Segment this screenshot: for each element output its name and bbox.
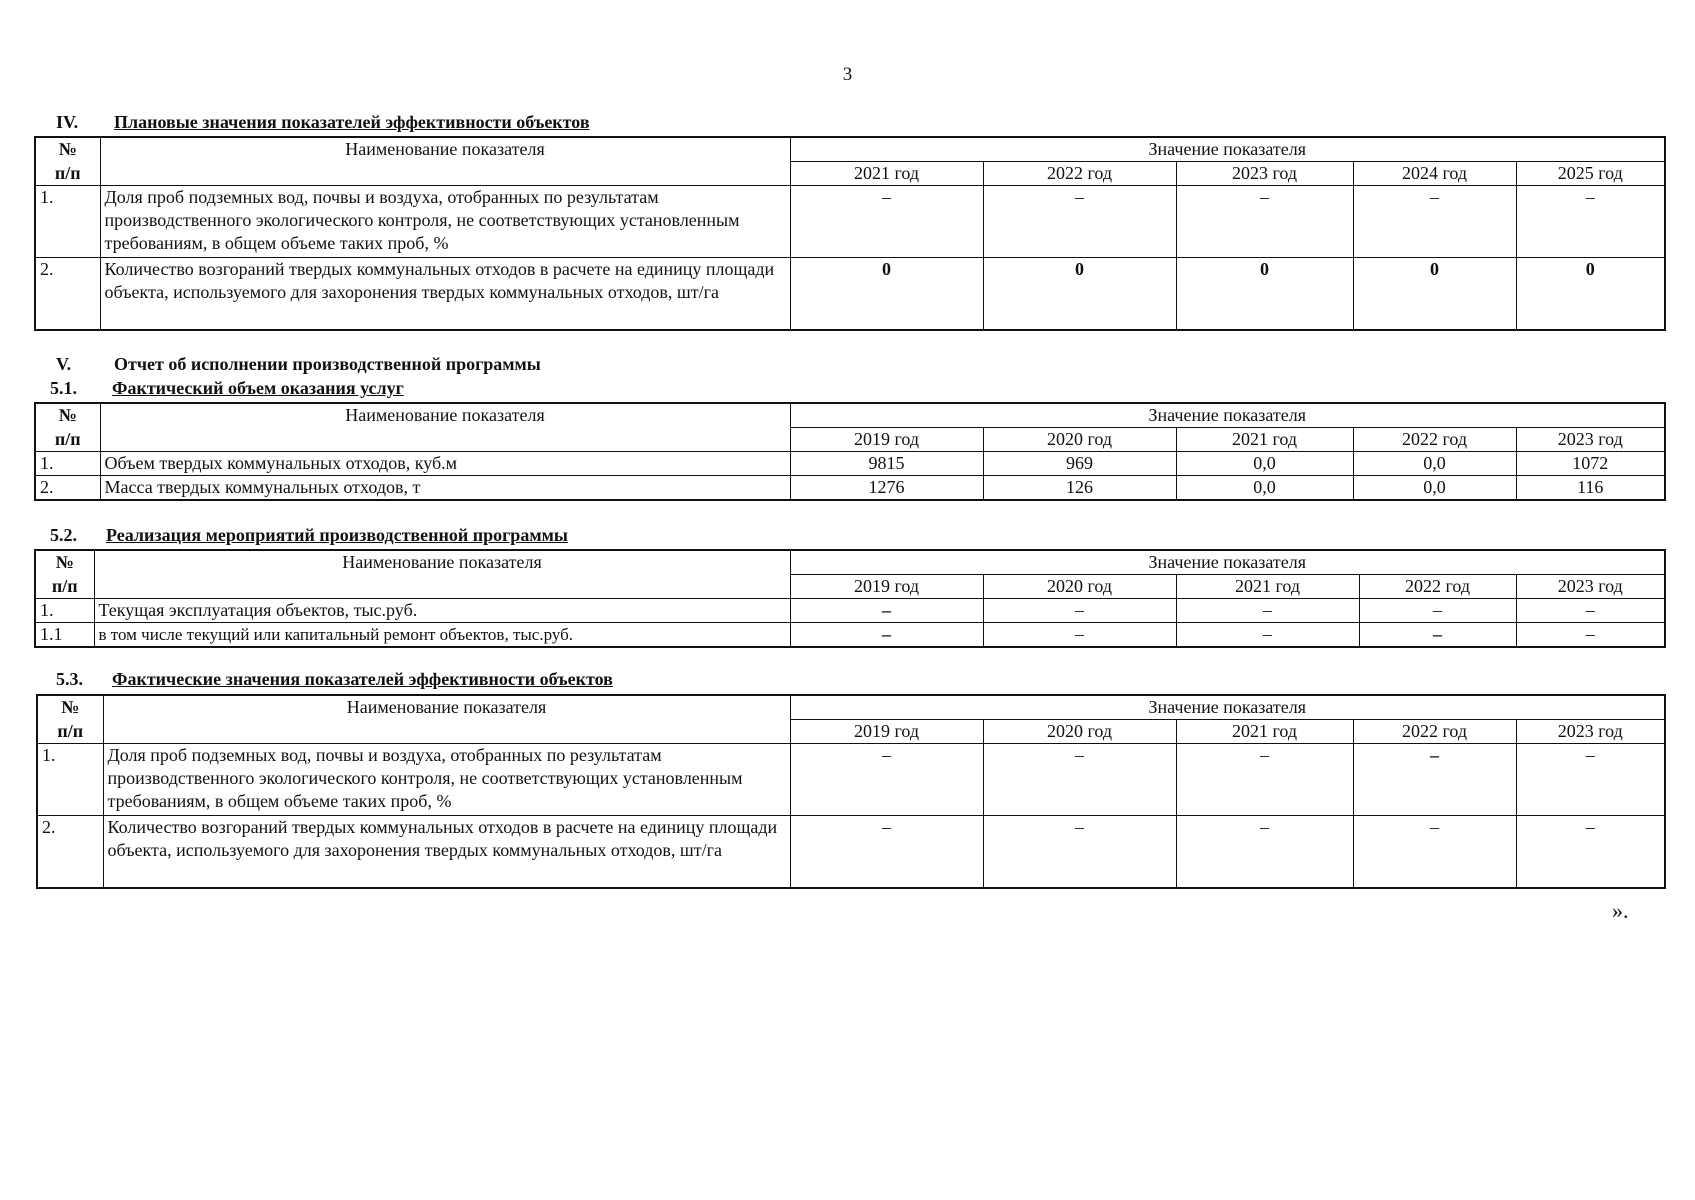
header-pp: п/п [35, 575, 94, 599]
row-value: – [1516, 186, 1665, 258]
row-value: – [1359, 623, 1516, 648]
row-value: 116 [1516, 476, 1665, 501]
row-indicator-name: Количество возгораний твердых коммунальных отходов в расчете на единицу площади объекта, используемого для захоронения твердых коммунальных отходов, шт/га [100, 258, 790, 330]
row-value: – [983, 744, 1176, 816]
row-indicator-name: Доля проб подземных вод, почвы и воздуха, отобранных по результатам производственного экологического контроля, не соответствующих установленным требованиям, в общем объеме таких проб, % [100, 186, 790, 258]
row-number: 2. [35, 476, 100, 501]
header-year: 2019 год [790, 720, 983, 744]
row-value: – [790, 186, 983, 258]
row-value: – [790, 816, 983, 888]
row-value: 1072 [1516, 452, 1665, 476]
header-number: № [35, 137, 100, 162]
header-year: 2021 год [790, 162, 983, 186]
row-number: 1. [37, 744, 103, 816]
row-number: 1. [35, 452, 100, 476]
table-row [37, 744, 1665, 816]
section-5-2-number: 5.2. [50, 525, 77, 545]
row-indicator-name: Доля проб подземных вод, почвы и воздуха, отобранных по результатам производственного экологического контроля, не соответствующих установленным требованиям, в общем объеме таких проб, % [103, 744, 790, 816]
section-5-2-title: Реализация мероприятий производственной программы [106, 525, 568, 545]
row-value: 969 [983, 452, 1176, 476]
header-year: 2023 год [1516, 720, 1665, 744]
header-year: 2020 год [983, 428, 1176, 452]
section-5-3-title: Фактические значения показателей эффективности объектов [112, 669, 613, 689]
table-row [37, 816, 1665, 888]
header-year: 2021 год [1176, 720, 1353, 744]
row-value: – [983, 599, 1176, 623]
section-5-1-number: 5.1. [50, 378, 77, 398]
row-value: 0 [1353, 258, 1516, 330]
row-value: – [1359, 599, 1516, 623]
header-indicator-value: Значение показателя [790, 403, 1665, 428]
row-value: – [790, 744, 983, 816]
row-value: 0 [790, 258, 983, 330]
table-actual-service-volume [34, 402, 1666, 501]
header-indicator-name: Наименование показателя [100, 403, 790, 452]
row-value: – [1176, 186, 1353, 258]
header-year: 2023 год [1516, 428, 1665, 452]
header-year: 2021 год [1176, 428, 1353, 452]
row-value: 1276 [790, 476, 983, 501]
row-number: 1. [35, 186, 100, 258]
header-year: 2024 год [1353, 162, 1516, 186]
table-row [35, 476, 1665, 501]
section-5-1-title: Фактический объем оказания услуг [112, 378, 404, 398]
header-year: 2023 год [1516, 575, 1665, 599]
row-value: – [1176, 623, 1359, 648]
header-number: № [35, 550, 94, 575]
section-4-heading [56, 112, 590, 133]
table-actual-indicators [36, 694, 1666, 889]
row-value: – [1176, 816, 1353, 888]
section-5-1-heading [50, 378, 404, 399]
page-number: 3 [842, 64, 853, 85]
header-year: 2020 год [983, 575, 1176, 599]
header-year: 2019 год [790, 575, 983, 599]
section-5-number: V. [56, 354, 72, 374]
header-indicator-value: Значение показателя [790, 695, 1665, 720]
header-number: № [35, 403, 100, 428]
table-row [35, 599, 1665, 623]
row-indicator-name: Объем твердых коммунальных отходов, куб.м [100, 452, 790, 476]
row-indicator-name: Количество возгораний твердых коммунальных отходов в расчете на единицу площади объекта, используемого для захоронения твердых коммунальных отходов, шт/га [103, 816, 790, 888]
section-4-title: Плановые значения показателей эффективности объектов [114, 112, 590, 132]
table-row [35, 258, 1665, 330]
header-year: 2022 год [1353, 428, 1516, 452]
row-value: 0 [983, 258, 1176, 330]
header-pp: п/п [35, 428, 100, 452]
row-indicator-name: Текущая эксплуатация объектов, тыс.руб. [94, 599, 790, 623]
header-pp: п/п [35, 162, 100, 186]
header-year: 2019 год [790, 428, 983, 452]
section-5-heading [56, 354, 541, 375]
row-value: – [1516, 744, 1665, 816]
row-value: – [1516, 816, 1665, 888]
section-5-3-number: 5.3. [56, 669, 83, 689]
row-value: – [983, 623, 1176, 648]
section-5-title: Отчет об исполнении производственной программы [114, 354, 541, 374]
header-year: 2022 год [1359, 575, 1516, 599]
row-number: 1. [35, 599, 94, 623]
row-value: – [983, 186, 1176, 258]
section-4-number: IV. [56, 112, 79, 132]
row-value: 0,0 [1353, 476, 1516, 501]
header-indicator-name: Наименование показателя [100, 137, 790, 186]
closing-quote-mark: ». [1612, 898, 1629, 923]
row-value: – [1516, 599, 1665, 623]
header-indicator-value: Значение показателя [790, 550, 1665, 575]
row-number: 2. [37, 816, 103, 888]
row-value: 0 [1176, 258, 1353, 330]
row-number: 2. [35, 258, 100, 330]
header-number: № [37, 695, 103, 720]
header-indicator-value: Значение показателя [790, 137, 1665, 162]
row-value: – [1516, 623, 1665, 648]
row-value: – [983, 816, 1176, 888]
row-value: – [1353, 186, 1516, 258]
header-indicator-name: Наименование показателя [103, 695, 790, 744]
row-value: 9815 [790, 452, 983, 476]
row-value: 126 [983, 476, 1176, 501]
row-indicator-name: Масса твердых коммунальных отходов, т [100, 476, 790, 501]
table-row [35, 623, 1665, 648]
header-year: 2022 год [1353, 720, 1516, 744]
header-year: 2025 год [1516, 162, 1665, 186]
header-year: 2023 год [1176, 162, 1353, 186]
row-value: 0,0 [1353, 452, 1516, 476]
row-value: – [1353, 744, 1516, 816]
row-value: – [790, 599, 983, 623]
row-number: 1.1 [35, 623, 94, 648]
section-5-3-heading [56, 669, 613, 690]
row-value: – [790, 623, 983, 648]
header-year: 2020 год [983, 720, 1176, 744]
row-value: 0 [1516, 258, 1665, 330]
row-indicator-name: в том числе текущий или капитальный ремонт объектов, тыс.руб. [94, 623, 790, 648]
row-value: – [1176, 599, 1359, 623]
header-indicator-name: Наименование показателя [94, 550, 790, 599]
row-value: – [1353, 816, 1516, 888]
header-year: 2021 год [1176, 575, 1359, 599]
table-row [35, 452, 1665, 476]
header-pp: п/п [37, 720, 103, 744]
table-row [35, 186, 1665, 258]
row-value: 0,0 [1176, 452, 1353, 476]
table-planned-indicators [34, 136, 1666, 331]
row-value: 0,0 [1176, 476, 1353, 501]
row-value: – [1176, 744, 1353, 816]
section-5-2-heading [50, 525, 568, 546]
header-year: 2022 год [983, 162, 1176, 186]
table-program-activities [34, 549, 1666, 648]
